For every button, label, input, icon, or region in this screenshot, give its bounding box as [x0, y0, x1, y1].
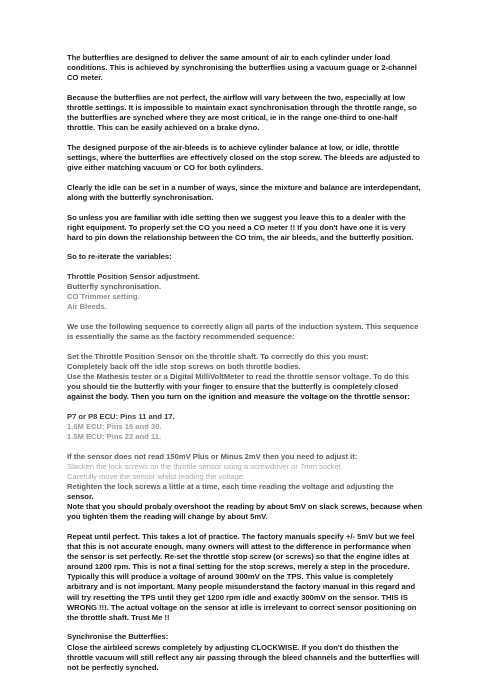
paragraph	[67, 252, 443, 262]
text-line: Because the butterflies are not perfect, the airflow will vary between the two, especially at low	[67, 92, 406, 102]
text-line: CO meter.	[67, 73, 103, 83]
text-line: that this is not accurate enough. many owners will attest to the difference in performance when	[67, 542, 411, 552]
text-line: WRONG !!!. The actual voltage on the sensor at idle is irrelevant to correct sensor positioning on	[67, 602, 417, 612]
text-line: The butterflies are designed to deliver the same amount of air to each cylinder under load	[67, 53, 391, 62]
paragraph	[67, 452, 443, 523]
paragraph	[67, 143, 443, 173]
text-line: hard to pin down the relationship between the CO trim, the air bleeds, and the butterfly position.	[67, 232, 414, 242]
text-line: throttle. This can be easily achieved on a brake dyno.	[67, 123, 260, 133]
paragraph	[67, 213, 443, 243]
text-line: throttle vacuum will still reflect any air passing through the bleed channels and the butterflies will	[67, 652, 420, 662]
paragraph	[67, 322, 443, 342]
text-line: Carefully move the sensor whilst reading the voltage.	[67, 471, 246, 481]
text-line: If the sensor does not read 150mV Plus or Minus 2mV then you need to adjust it:	[67, 451, 358, 461]
paragraph	[67, 183, 443, 203]
text-line: We use the following sequence to correctly align all parts of the induction system. This sequence	[67, 322, 419, 332]
paragraph	[67, 352, 443, 402]
text-line: around 1200 rpm. This is not a final setting for the stop screws, merely a step in the procedure.	[67, 562, 410, 572]
text-line: the butterflies are synched where they are most critical, ie in the range one-third to one-half	[67, 113, 398, 123]
text-line: against the body. Then you turn on the ignition and measure the voltage on the throttle sensor:	[67, 392, 410, 402]
text-line: throttle settings. It is impossible to maintain exact synchronisation through the throttle range, so	[67, 102, 417, 112]
text-line: Typically this will produce a voltage of around 300mV on the TPS. This value is completely	[67, 572, 394, 582]
text-line: the throttle shaft. Trust Me !!	[67, 612, 170, 622]
text-line: give either matching vacuum or CO for both cylinders.	[67, 163, 264, 173]
text-line: P7 or P8 ECU: Pins 11 and 17.	[67, 411, 175, 421]
text-line: The designed purpose of the air-bleeds is to achieve cylinder balance at low, or idle, throttle	[67, 142, 399, 152]
text-line: conditions. This is achieved by synchronising the butterflies using a vacuum guage or 2-channel	[67, 63, 417, 73]
text-line: you should tie the butterfly with your finger to ensure that the butterfly is completely closed	[67, 382, 399, 392]
text-line: Retighten the lock screws a little at a time, each time reading the voltage and adjusting the	[67, 482, 394, 492]
text-line: Use the Mathesis tester or a Digital MilliVoltMeter to read the throttle sensor voltage. To do this	[67, 372, 409, 381]
text-line: 1.5M ECU: Pins 22 and 11.	[67, 432, 162, 442]
text-line: So to re-iterate the variables:	[67, 252, 172, 262]
text-line: Set the Throttle Position Sensor on the throttle shaft. To correctly do this you must:	[67, 351, 369, 361]
text-line: 1.6M ECU: Pins 16 and 30.	[67, 421, 162, 431]
text-line: along with the butterfly synchronisation.	[67, 192, 214, 202]
paragraph	[67, 532, 443, 623]
text-line: right equipment. To properly set the CO you need a CO meter !! If you don't have one it is very	[67, 222, 406, 232]
text-line: Butterfly synchronisation.	[67, 282, 162, 292]
document-body	[67, 53, 443, 673]
text-line: sensor.	[67, 492, 94, 502]
text-line: Repeat until perfect. This takes a lot of practice. The factory manuals specify +/- 5mV but we feel	[67, 532, 415, 541]
text-line: Close the airbleed screws completely by adjusting CLOCKWISE. If you don't do thisthen the	[67, 642, 399, 652]
paragraph	[67, 272, 443, 312]
paragraph	[67, 632, 443, 672]
text-line: is essentially the same as the factory recommended sequence:	[67, 332, 295, 342]
paragraph	[67, 93, 443, 133]
text-line: Clearly the idle can be set in a number of ways, since the mixture and balance are interdependant,	[67, 182, 421, 192]
text-line: Air Bleeds.	[67, 302, 107, 312]
paragraph	[67, 53, 443, 83]
text-line: CO Trimmer setting.	[67, 292, 140, 302]
text-line: Throttle Position Sensor adjustment.	[67, 272, 200, 282]
text-line: the sensor is set perfectly. Re-set the throttle stop screw (or screws) so that the engine idles at	[67, 552, 410, 562]
text-line: Completely back off the idle stop screws on both throttle bodies.	[67, 361, 301, 371]
text-line: not be perfectly synched.	[67, 662, 159, 672]
text-line: settings, where the butterflies are effectively closed on the stop screw. The bleeds are adjusted to	[67, 152, 420, 162]
paragraph	[67, 412, 443, 442]
text-line: Synchronise the Butterflies:	[67, 632, 169, 642]
text-line: So unless you are familiar with idle setting then we suggest you leave this to a dealer with the	[67, 212, 406, 222]
text-line: you tighten them the reading will change by about 5mV.	[67, 512, 268, 522]
text-line: Slacken the lock screws on the throttle sensor using a screwdriver or 7mm socket.	[67, 461, 344, 471]
text-line: will try resetting the TPS until they get 1200 rpm idle and exactly 300mV on the sensor. THIS IS	[67, 592, 408, 602]
text-line: Note that you should probaly overshoot the reading by about 5mV on slack screws, because when	[67, 502, 423, 512]
text-line: arbitrary and is not important. Many people misunderstand the factory manual in this regard and	[67, 582, 416, 592]
